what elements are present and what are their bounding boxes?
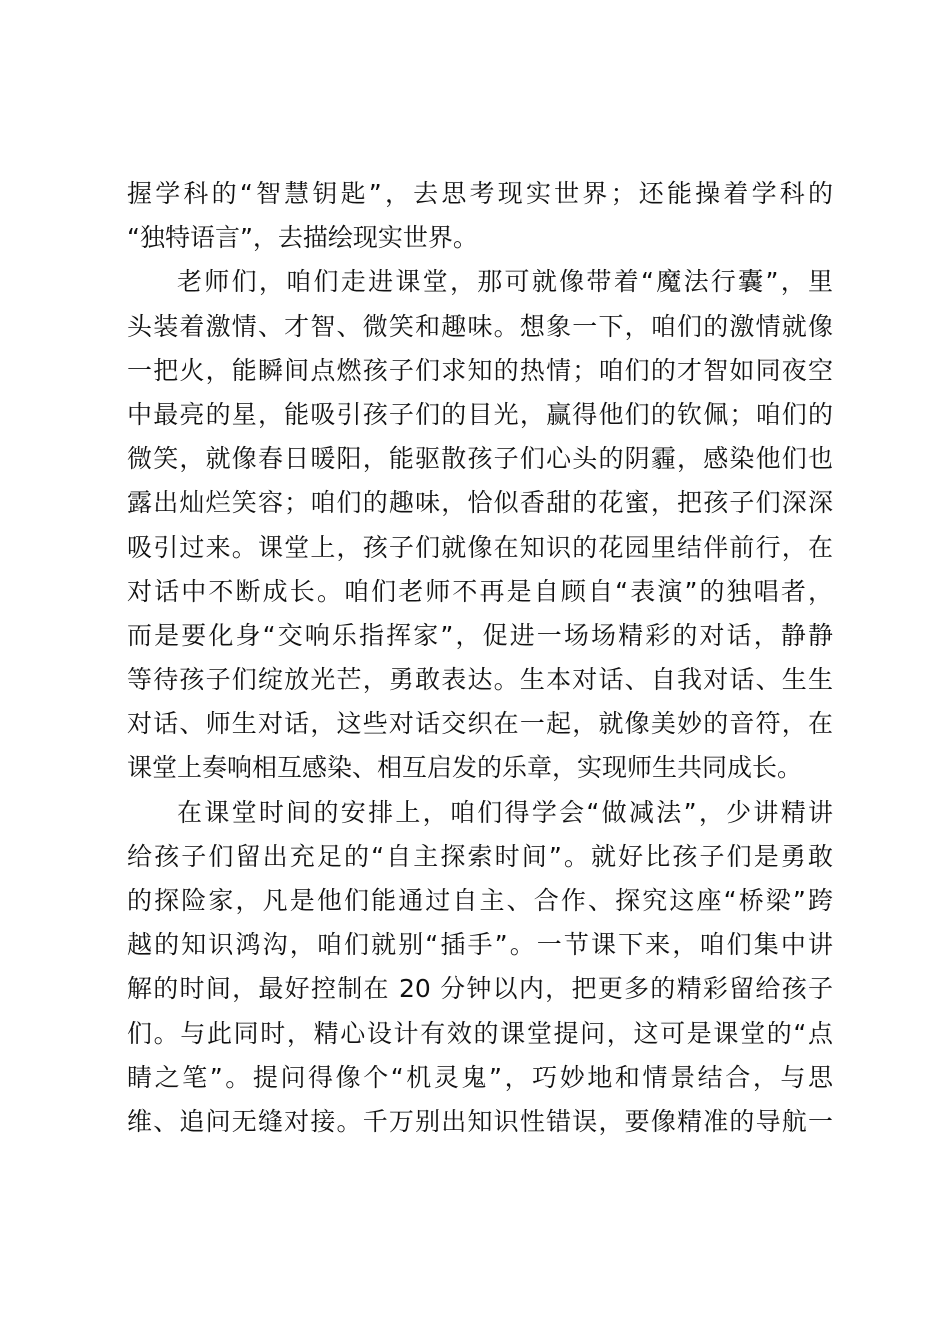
text-line: 而是要化身“交响乐指挥家”，促进一场场精彩的对话，静静 <box>127 620 833 650</box>
text-line: 维、追问无缝对接。千万别出知识性错误，要像精准的导航一 <box>127 1106 833 1136</box>
text-line: “独特语言”，去描绘现实世界。 <box>127 223 478 253</box>
text-line: 解的时间，最好控制在 20 分钟以内，把更多的精彩留给孩子 <box>127 974 833 1004</box>
text-line: 对话中不断成长。咱们老师不再是自顾自“表演”的独唱者， <box>127 576 833 606</box>
text-line: 课堂上奏响相互感染、相互启发的乐章，实现师生共同成长。 <box>127 753 803 783</box>
text-line: 露出灿烂笑容；咱们的趣味，恰似香甜的花蜜，把孩子们深深 <box>127 488 833 518</box>
text-line: 握学科的“智慧钥匙”，去思考现实世界；还能操着学科的 <box>127 179 833 208</box>
text-line: 睛之笔”。提问得像个“机灵鬼”，巧妙地和情景结合，与思 <box>127 1062 833 1092</box>
text-line: 对话、师生对话，这些对话交织在一起，就像美妙的音符，在 <box>127 709 833 739</box>
text-line: 头装着激情、才智、微笑和趣味。想象一下，咱们的激情就像 <box>127 311 833 341</box>
text-line: 越的知识鸿沟，咱们就别“插手”。一节课下来，咱们集中讲 <box>127 930 833 960</box>
text-line: 吸引过来。课堂上，孩子们就像在知识的花园里结伴前行，在 <box>127 532 833 562</box>
text-line: 给孩子们留出充足的“自主探索时间”。就好比孩子们是勇敢 <box>127 841 833 871</box>
text-line: 微笑，就像春日暖阳，能驱散孩子们心头的阴霾，感染他们也 <box>127 444 833 474</box>
text-line: 们。与此同时，精心设计有效的课堂提问，这可是课堂的“点 <box>127 1018 833 1048</box>
text-line: 在课堂时间的安排上，咱们得学会“做减法”，少讲精讲 <box>177 797 833 827</box>
text-line: 中最亮的星，能吸引孩子们的目光，赢得他们的钦佩；咱们的 <box>127 399 833 429</box>
text-line: 老师们，咱们走进课堂，那可就像带着“魔法行囊”，里 <box>177 267 833 297</box>
text-line: 等待孩子们绽放光芒，勇敢表达。生本对话、自我对话、生生 <box>127 665 833 695</box>
body-text <box>127 172 833 1144</box>
text-line: 一把火，能瞬间点燃孩子们求知的热情；咱们的才智如同夜空 <box>127 355 833 385</box>
text-line: 的探险家，凡是他们能通过自主、合作、探究这座“桥梁”跨 <box>127 886 833 915</box>
